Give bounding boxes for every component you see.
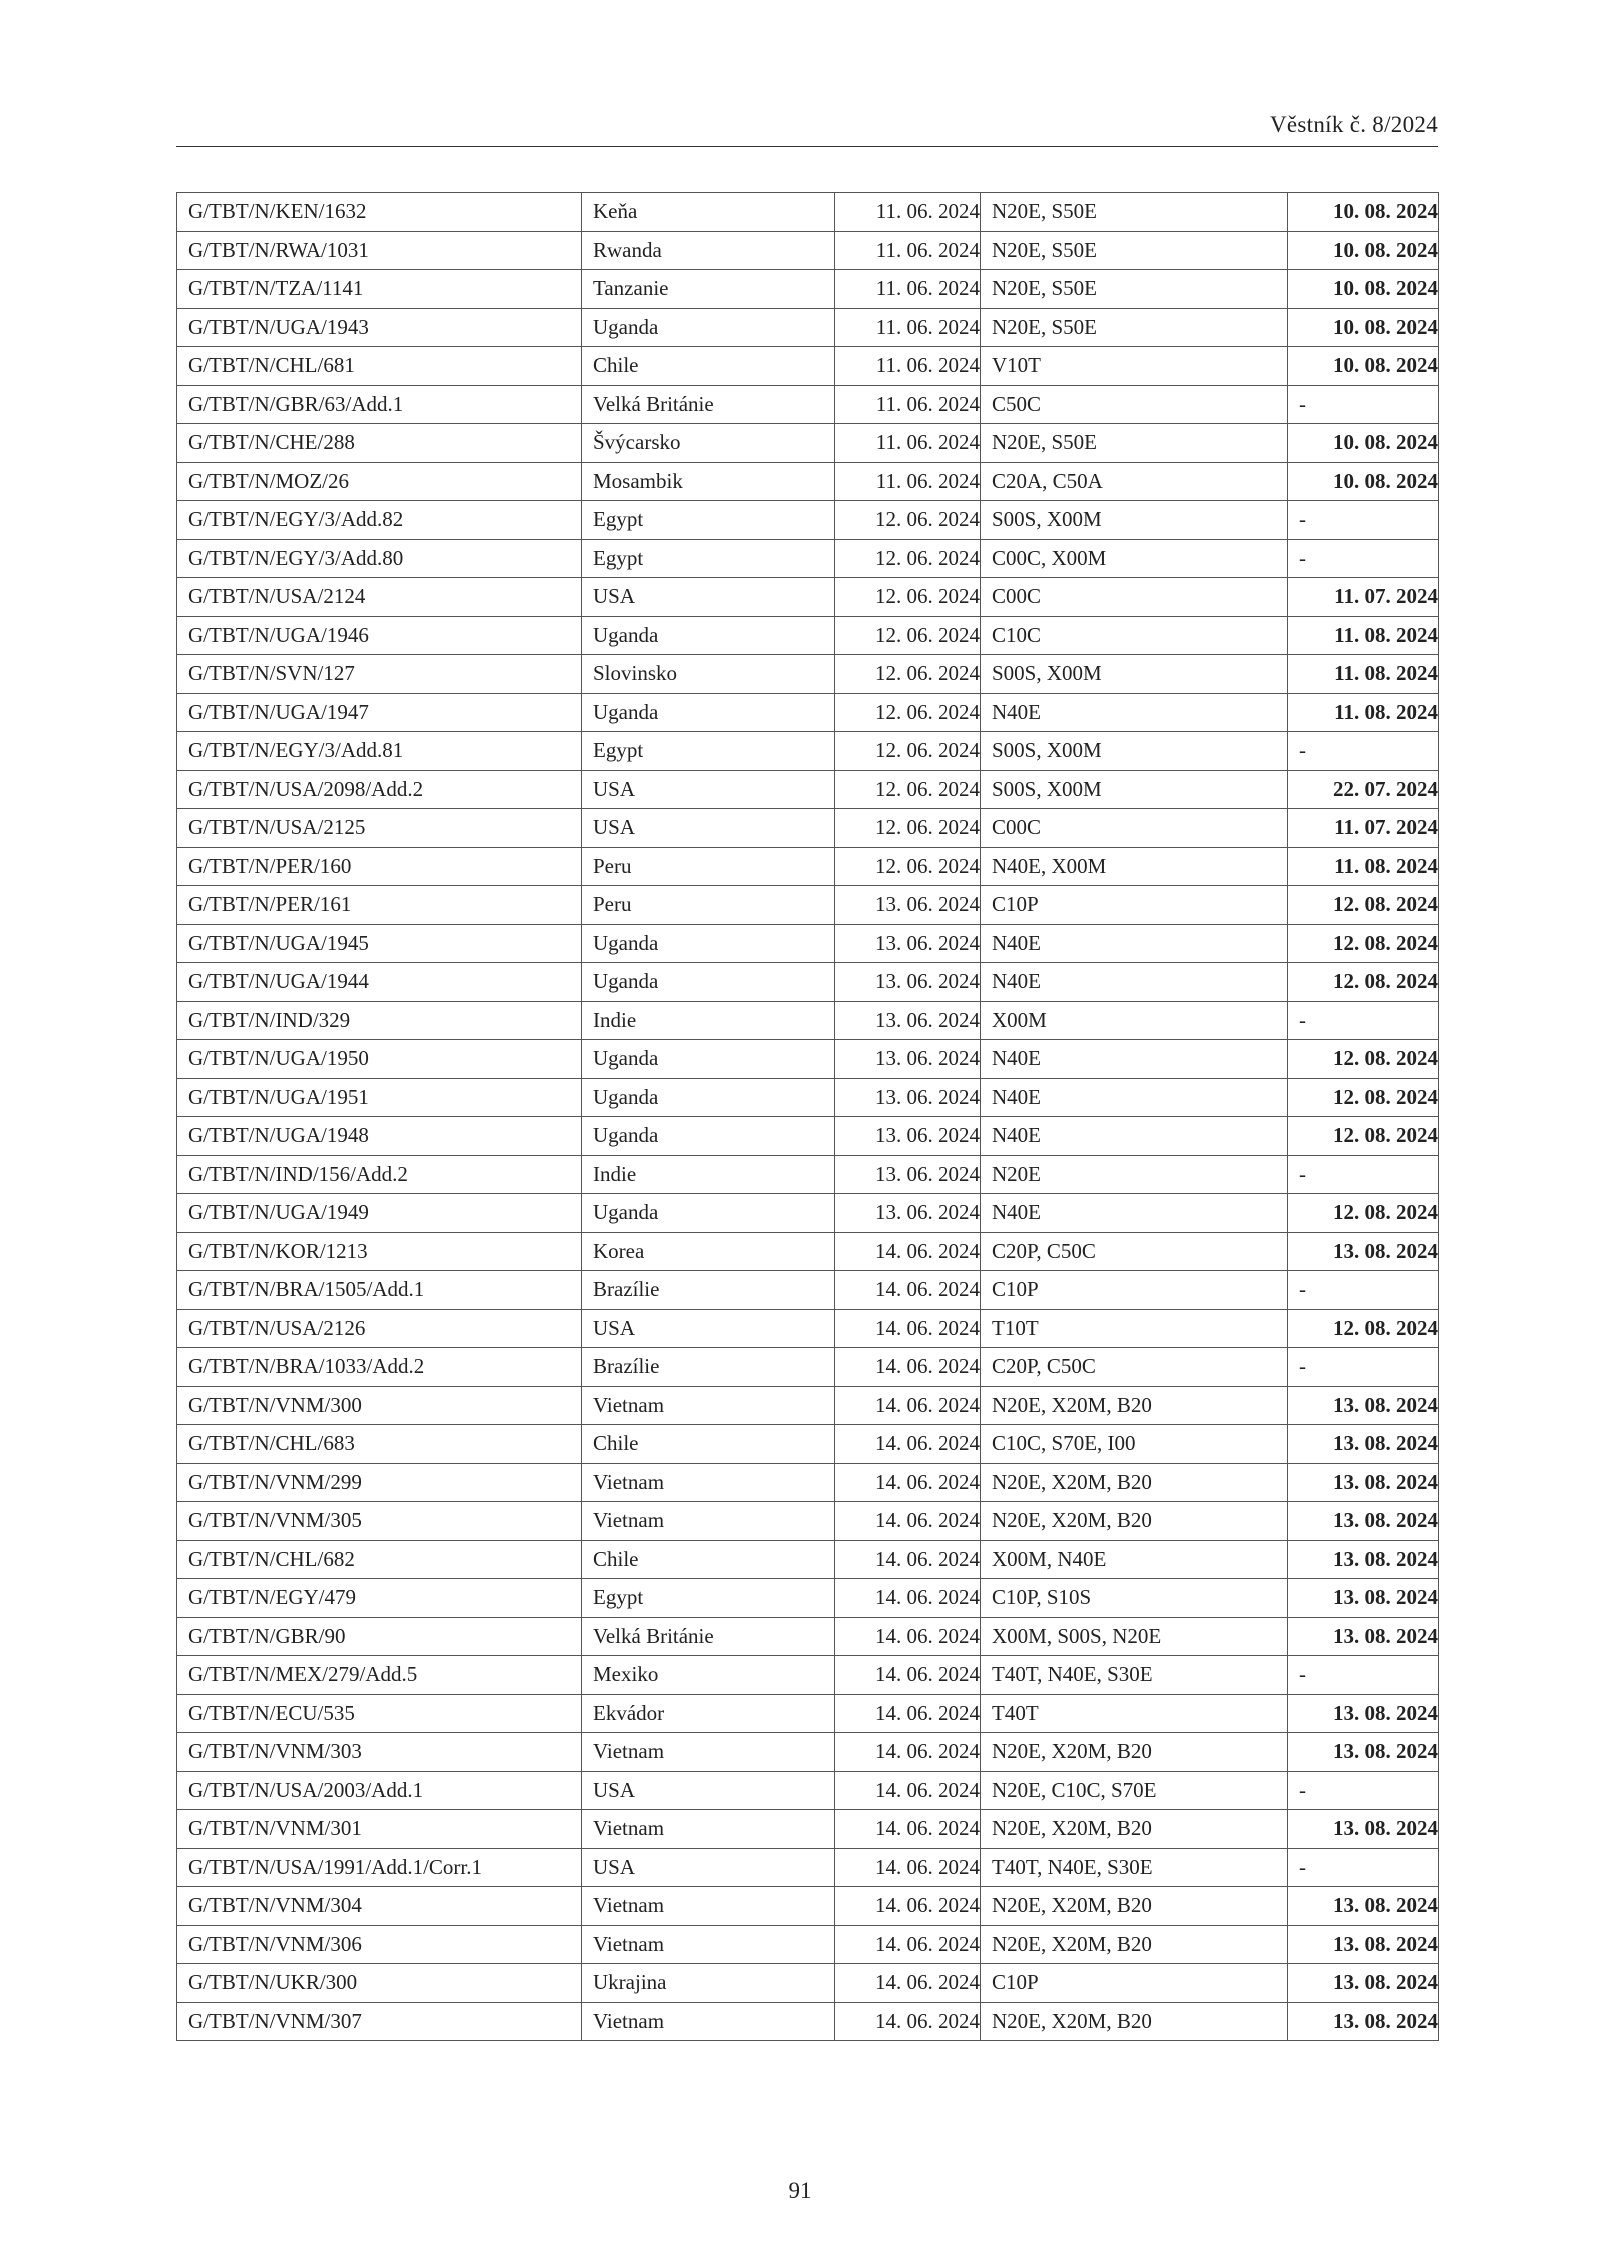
comment-deadline-cell: 12. 08. 2024 — [1288, 1309, 1439, 1348]
ics-codes-cell: C10P — [981, 1964, 1288, 2003]
comment-deadline-cell: 10. 08. 2024 — [1288, 308, 1439, 347]
notification-date-cell: 11. 06. 2024 — [835, 424, 981, 463]
table-row — [177, 1617, 1439, 1656]
comment-deadline-cell: 10. 08. 2024 — [1288, 231, 1439, 270]
ics-codes-cell: C10P — [981, 1271, 1288, 1310]
member-country-cell: Ekvádor — [582, 1694, 835, 1733]
notification-date-cell: 12. 06. 2024 — [835, 578, 981, 617]
ics-codes-cell: C20P, C50C — [981, 1232, 1288, 1271]
notification-date-cell: 12. 06. 2024 — [835, 501, 981, 540]
table-row — [177, 1386, 1439, 1425]
notification-code-cell: G/TBT/N/UGA/1943 — [177, 308, 582, 347]
ics-codes-cell: N20E, X20M, B20 — [981, 1733, 1288, 1772]
ics-codes-cell: N20E, X20M, B20 — [981, 1810, 1288, 1849]
table-row — [177, 231, 1439, 270]
table-row — [177, 539, 1439, 578]
ics-codes-cell: N20E, X20M, B20 — [981, 1463, 1288, 1502]
table-row — [177, 308, 1439, 347]
table-row — [177, 1733, 1439, 1772]
table-row — [177, 1540, 1439, 1579]
ics-codes-cell: N20E — [981, 1155, 1288, 1194]
notification-date-cell: 11. 06. 2024 — [835, 385, 981, 424]
notification-code-cell: G/TBT/N/UGA/1949 — [177, 1194, 582, 1233]
notification-date-cell: 14. 06. 2024 — [835, 1502, 981, 1541]
member-country-cell: Korea — [582, 1232, 835, 1271]
comment-deadline-cell: - — [1288, 1155, 1439, 1194]
comment-deadline-cell: - — [1288, 1848, 1439, 1887]
notification-date-cell: 11. 06. 2024 — [835, 193, 981, 232]
comment-deadline-cell: 22. 07. 2024 — [1288, 770, 1439, 809]
ics-codes-cell: N20E, X20M, B20 — [981, 1925, 1288, 1964]
ics-codes-cell: N40E — [981, 1040, 1288, 1079]
notification-code-cell: G/TBT/N/USA/2003/Add.1 — [177, 1771, 582, 1810]
notification-code-cell: G/TBT/N/USA/2124 — [177, 578, 582, 617]
notification-code-cell: G/TBT/N/VNM/304 — [177, 1887, 582, 1926]
ics-codes-cell: N20E, S50E — [981, 424, 1288, 463]
notification-code-cell: G/TBT/N/VNM/301 — [177, 1810, 582, 1849]
notification-date-cell: 12. 06. 2024 — [835, 616, 981, 655]
page-number: 91 — [788, 2178, 812, 2203]
notification-date-cell: 13. 06. 2024 — [835, 1001, 981, 1040]
member-country-cell: Uganda — [582, 693, 835, 732]
notification-code-cell: G/TBT/N/UGA/1945 — [177, 924, 582, 963]
table-row — [177, 385, 1439, 424]
member-country-cell: Egypt — [582, 732, 835, 771]
table-row — [177, 655, 1439, 694]
table-row — [177, 1771, 1439, 1810]
table-row — [177, 693, 1439, 732]
notification-code-cell: G/TBT/N/KEN/1632 — [177, 193, 582, 232]
member-country-cell: Peru — [582, 886, 835, 925]
notification-date-cell: 13. 06. 2024 — [835, 924, 981, 963]
notification-code-cell: G/TBT/N/EGY/479 — [177, 1579, 582, 1618]
member-country-cell: USA — [582, 1309, 835, 1348]
notification-code-cell: G/TBT/N/VNM/299 — [177, 1463, 582, 1502]
comment-deadline-cell: 10. 08. 2024 — [1288, 347, 1439, 386]
ics-codes-cell: N20E, S50E — [981, 193, 1288, 232]
comment-deadline-cell: - — [1288, 1656, 1439, 1695]
notification-date-cell: 14. 06. 2024 — [835, 1386, 981, 1425]
ics-codes-cell: C10P, S10S — [981, 1579, 1288, 1618]
notification-date-cell: 12. 06. 2024 — [835, 770, 981, 809]
table-row — [177, 732, 1439, 771]
comment-deadline-cell: - — [1288, 1771, 1439, 1810]
notification-code-cell: G/TBT/N/CHL/683 — [177, 1425, 582, 1464]
member-country-cell: Mexiko — [582, 1656, 835, 1695]
comment-deadline-cell: 12. 08. 2024 — [1288, 886, 1439, 925]
notification-code-cell: G/TBT/N/GBR/63/Add.1 — [177, 385, 582, 424]
ics-codes-cell: N40E — [981, 1117, 1288, 1156]
notification-date-cell: 12. 06. 2024 — [835, 809, 981, 848]
comment-deadline-cell: - — [1288, 1271, 1439, 1310]
notifications-table — [176, 192, 1439, 2041]
member-country-cell: Egypt — [582, 539, 835, 578]
notification-date-cell: 14. 06. 2024 — [835, 1964, 981, 2003]
notification-date-cell: 14. 06. 2024 — [835, 1540, 981, 1579]
ics-codes-cell: N20E, S50E — [981, 231, 1288, 270]
notification-code-cell: G/TBT/N/CHL/681 — [177, 347, 582, 386]
comment-deadline-cell: 13. 08. 2024 — [1288, 1579, 1439, 1618]
comment-deadline-cell: 11. 08. 2024 — [1288, 616, 1439, 655]
notification-date-cell: 14. 06. 2024 — [835, 1887, 981, 1926]
table-row — [177, 1078, 1439, 1117]
notification-code-cell: G/TBT/N/CHE/288 — [177, 424, 582, 463]
table-row — [177, 1194, 1439, 1233]
notification-date-cell: 14. 06. 2024 — [835, 1694, 981, 1733]
table-row — [177, 1656, 1439, 1695]
table-row — [177, 1425, 1439, 1464]
notification-code-cell: G/TBT/N/VNM/300 — [177, 1386, 582, 1425]
member-country-cell: Egypt — [582, 501, 835, 540]
ics-codes-cell: N40E — [981, 924, 1288, 963]
table-row — [177, 1271, 1439, 1310]
notification-code-cell: G/TBT/N/UGA/1944 — [177, 963, 582, 1002]
notification-code-cell: G/TBT/N/IND/329 — [177, 1001, 582, 1040]
comment-deadline-cell: 10. 08. 2024 — [1288, 193, 1439, 232]
member-country-cell: Uganda — [582, 963, 835, 1002]
notification-date-cell: 14. 06. 2024 — [835, 2002, 981, 2041]
comment-deadline-cell: 13. 08. 2024 — [1288, 1694, 1439, 1733]
member-country-cell: Uganda — [582, 1194, 835, 1233]
notification-code-cell: G/TBT/N/USA/2125 — [177, 809, 582, 848]
member-country-cell: Indie — [582, 1155, 835, 1194]
notification-code-cell: G/TBT/N/BRA/1033/Add.2 — [177, 1348, 582, 1387]
comment-deadline-cell: 13. 08. 2024 — [1288, 1502, 1439, 1541]
comment-deadline-cell: 11. 08. 2024 — [1288, 847, 1439, 886]
member-country-cell: Velká Británie — [582, 1617, 835, 1656]
member-country-cell: Vietnam — [582, 1810, 835, 1849]
comment-deadline-cell: 12. 08. 2024 — [1288, 1117, 1439, 1156]
notification-code-cell: G/TBT/N/VNM/303 — [177, 1733, 582, 1772]
comment-deadline-cell: - — [1288, 1348, 1439, 1387]
member-country-cell: Vietnam — [582, 1502, 835, 1541]
comment-deadline-cell: 12. 08. 2024 — [1288, 924, 1439, 963]
ics-codes-cell: T40T — [981, 1694, 1288, 1733]
ics-codes-cell: N20E, C10C, S70E — [981, 1771, 1288, 1810]
notification-date-cell: 11. 06. 2024 — [835, 231, 981, 270]
table-row — [177, 963, 1439, 1002]
comment-deadline-cell: 10. 08. 2024 — [1288, 424, 1439, 463]
comment-deadline-cell: 12. 08. 2024 — [1288, 1194, 1439, 1233]
notification-date-cell: 13. 06. 2024 — [835, 1078, 981, 1117]
member-country-cell: Mosambik — [582, 462, 835, 501]
table-row — [177, 886, 1439, 925]
notification-code-cell: G/TBT/N/MEX/279/Add.5 — [177, 1656, 582, 1695]
table-row — [177, 193, 1439, 232]
ics-codes-cell: X00M, S00S, N20E — [981, 1617, 1288, 1656]
table-row — [177, 1502, 1439, 1541]
member-country-cell: Uganda — [582, 1040, 835, 1079]
notification-code-cell: G/TBT/N/SVN/127 — [177, 655, 582, 694]
member-country-cell: Švýcarsko — [582, 424, 835, 463]
ics-codes-cell: N20E, X20M, B20 — [981, 1386, 1288, 1425]
ics-codes-cell: C10C — [981, 616, 1288, 655]
comment-deadline-cell: 13. 08. 2024 — [1288, 1810, 1439, 1849]
notification-code-cell: G/TBT/N/TZA/1141 — [177, 270, 582, 309]
member-country-cell: Chile — [582, 1425, 835, 1464]
ics-codes-cell: N40E — [981, 1194, 1288, 1233]
comment-deadline-cell: - — [1288, 1001, 1439, 1040]
table-row — [177, 847, 1439, 886]
notification-date-cell: 14. 06. 2024 — [835, 1810, 981, 1849]
notification-code-cell: G/TBT/N/IND/156/Add.2 — [177, 1155, 582, 1194]
member-country-cell: Tanzanie — [582, 270, 835, 309]
notification-code-cell: G/TBT/N/VNM/307 — [177, 2002, 582, 2041]
notification-date-cell: 11. 06. 2024 — [835, 347, 981, 386]
ics-codes-cell: N40E — [981, 693, 1288, 732]
table-row — [177, 1925, 1439, 1964]
member-country-cell: Rwanda — [582, 231, 835, 270]
table-row — [177, 1348, 1439, 1387]
notification-date-cell: 12. 06. 2024 — [835, 655, 981, 694]
member-country-cell: USA — [582, 770, 835, 809]
comment-deadline-cell: 11. 08. 2024 — [1288, 693, 1439, 732]
notification-date-cell: 14. 06. 2024 — [835, 1348, 981, 1387]
comment-deadline-cell: 13. 08. 2024 — [1288, 1425, 1439, 1464]
ics-codes-cell: C20P, C50C — [981, 1348, 1288, 1387]
notification-code-cell: G/TBT/N/ECU/535 — [177, 1694, 582, 1733]
table-row — [177, 1579, 1439, 1618]
member-country-cell: Ukrajina — [582, 1964, 835, 2003]
notification-date-cell: 13. 06. 2024 — [835, 886, 981, 925]
notification-date-cell: 13. 06. 2024 — [835, 963, 981, 1002]
table-row — [177, 347, 1439, 386]
table-row — [177, 1117, 1439, 1156]
member-country-cell: Indie — [582, 1001, 835, 1040]
ics-codes-cell: N20E, S50E — [981, 270, 1288, 309]
comment-deadline-cell: 13. 08. 2024 — [1288, 1463, 1439, 1502]
member-country-cell: Vietnam — [582, 1925, 835, 1964]
ics-codes-cell: T40T, N40E, S30E — [981, 1656, 1288, 1695]
notification-code-cell: G/TBT/N/EGY/3/Add.81 — [177, 732, 582, 771]
comment-deadline-cell: - — [1288, 385, 1439, 424]
comment-deadline-cell: 12. 08. 2024 — [1288, 1040, 1439, 1079]
member-country-cell: Chile — [582, 1540, 835, 1579]
ics-codes-cell: X00M, N40E — [981, 1540, 1288, 1579]
journal-issue-title: Věstník č. 8/2024 — [1270, 112, 1438, 137]
table-row — [177, 924, 1439, 963]
ics-codes-cell: S00S, X00M — [981, 655, 1288, 694]
notification-date-cell: 13. 06. 2024 — [835, 1155, 981, 1194]
member-country-cell: Uganda — [582, 1078, 835, 1117]
member-country-cell: USA — [582, 578, 835, 617]
ics-codes-cell: C10C, S70E, I00 — [981, 1425, 1288, 1464]
notification-code-cell: G/TBT/N/UGA/1951 — [177, 1078, 582, 1117]
notification-date-cell: 13. 06. 2024 — [835, 1194, 981, 1233]
comment-deadline-cell: 13. 08. 2024 — [1288, 1540, 1439, 1579]
notification-code-cell: G/TBT/N/UGA/1948 — [177, 1117, 582, 1156]
comment-deadline-cell: - — [1288, 539, 1439, 578]
ics-codes-cell: C00C — [981, 578, 1288, 617]
ics-codes-cell: N20E, X20M, B20 — [981, 1502, 1288, 1541]
ics-codes-cell: C50C — [981, 385, 1288, 424]
notification-code-cell: G/TBT/N/VNM/305 — [177, 1502, 582, 1541]
table-row — [177, 1887, 1439, 1926]
comment-deadline-cell: 13. 08. 2024 — [1288, 1925, 1439, 1964]
ics-codes-cell: V10T — [981, 347, 1288, 386]
member-country-cell: Vietnam — [582, 1463, 835, 1502]
member-country-cell: Slovinsko — [582, 655, 835, 694]
table-row — [177, 462, 1439, 501]
ics-codes-cell: N40E, X00M — [981, 847, 1288, 886]
member-country-cell: Vietnam — [582, 1386, 835, 1425]
table-row — [177, 1001, 1439, 1040]
table-row — [177, 1232, 1439, 1271]
member-country-cell: Uganda — [582, 1117, 835, 1156]
notification-code-cell: G/TBT/N/UGA/1950 — [177, 1040, 582, 1079]
member-country-cell: Vietnam — [582, 1887, 835, 1926]
notification-date-cell: 11. 06. 2024 — [835, 270, 981, 309]
ics-codes-cell: X00M — [981, 1001, 1288, 1040]
notification-code-cell: G/TBT/N/GBR/90 — [177, 1617, 582, 1656]
comment-deadline-cell: 13. 08. 2024 — [1288, 2002, 1439, 2041]
notification-code-cell: G/TBT/N/USA/2098/Add.2 — [177, 770, 582, 809]
ics-codes-cell: T10T — [981, 1309, 1288, 1348]
ics-codes-cell: N40E — [981, 963, 1288, 1002]
table-row — [177, 1694, 1439, 1733]
table-row — [177, 1810, 1439, 1849]
ics-codes-cell: N20E, X20M, B20 — [981, 1887, 1288, 1926]
ics-codes-cell: S00S, X00M — [981, 770, 1288, 809]
notification-date-cell: 14. 06. 2024 — [835, 1656, 981, 1695]
ics-codes-cell: C00C — [981, 809, 1288, 848]
notification-code-cell: G/TBT/N/CHL/682 — [177, 1540, 582, 1579]
table-row — [177, 1964, 1439, 2003]
table-row — [177, 1155, 1439, 1194]
table-row — [177, 1463, 1439, 1502]
notification-date-cell: 13. 06. 2024 — [835, 1040, 981, 1079]
notification-code-cell: G/TBT/N/UKR/300 — [177, 1964, 582, 2003]
notification-code-cell: G/TBT/N/EGY/3/Add.80 — [177, 539, 582, 578]
notification-date-cell: 14. 06. 2024 — [835, 1463, 981, 1502]
notification-code-cell: G/TBT/N/UGA/1946 — [177, 616, 582, 655]
notification-date-cell: 14. 06. 2024 — [835, 1579, 981, 1618]
table-row — [177, 1309, 1439, 1348]
comment-deadline-cell: 13. 08. 2024 — [1288, 1617, 1439, 1656]
comment-deadline-cell: 11. 08. 2024 — [1288, 655, 1439, 694]
notification-code-cell: G/TBT/N/PER/161 — [177, 886, 582, 925]
comment-deadline-cell: 12. 08. 2024 — [1288, 1078, 1439, 1117]
table-row — [177, 424, 1439, 463]
table-row — [177, 616, 1439, 655]
notification-date-cell: 14. 06. 2024 — [835, 1617, 981, 1656]
table-row — [177, 270, 1439, 309]
notification-date-cell: 14. 06. 2024 — [835, 1425, 981, 1464]
table-row — [177, 578, 1439, 617]
notification-date-cell: 12. 06. 2024 — [835, 693, 981, 732]
comment-deadline-cell: 13. 08. 2024 — [1288, 1887, 1439, 1926]
notification-date-cell: 14. 06. 2024 — [835, 1771, 981, 1810]
member-country-cell: Chile — [582, 347, 835, 386]
notification-code-cell: G/TBT/N/PER/160 — [177, 847, 582, 886]
ics-codes-cell: C10P — [981, 886, 1288, 925]
comment-deadline-cell: 13. 08. 2024 — [1288, 1386, 1439, 1425]
member-country-cell: USA — [582, 809, 835, 848]
notification-date-cell: 11. 06. 2024 — [835, 462, 981, 501]
notification-code-cell: G/TBT/N/USA/1991/Add.1/Corr.1 — [177, 1848, 582, 1887]
member-country-cell: USA — [582, 1848, 835, 1887]
member-country-cell: Velká Británie — [582, 385, 835, 424]
comment-deadline-cell: 13. 08. 2024 — [1288, 1232, 1439, 1271]
ics-codes-cell: S00S, X00M — [981, 732, 1288, 771]
notification-code-cell: G/TBT/N/MOZ/26 — [177, 462, 582, 501]
comment-deadline-cell: 12. 08. 2024 — [1288, 963, 1439, 1002]
page-header — [176, 112, 1438, 147]
notification-date-cell: 14. 06. 2024 — [835, 1925, 981, 1964]
comment-deadline-cell: 11. 07. 2024 — [1288, 578, 1439, 617]
member-country-cell: Uganda — [582, 308, 835, 347]
table-row — [177, 809, 1439, 848]
notification-code-cell: G/TBT/N/KOR/1213 — [177, 1232, 582, 1271]
comment-deadline-cell: 10. 08. 2024 — [1288, 270, 1439, 309]
ics-codes-cell: N40E — [981, 1078, 1288, 1117]
notification-code-cell: G/TBT/N/BRA/1505/Add.1 — [177, 1271, 582, 1310]
member-country-cell: Keňa — [582, 193, 835, 232]
notification-date-cell: 14. 06. 2024 — [835, 1848, 981, 1887]
comment-deadline-cell: 13. 08. 2024 — [1288, 1964, 1439, 2003]
notification-code-cell: G/TBT/N/USA/2126 — [177, 1309, 582, 1348]
member-country-cell: Brazílie — [582, 1271, 835, 1310]
ics-codes-cell: T40T, N40E, S30E — [981, 1848, 1288, 1887]
member-country-cell: USA — [582, 1771, 835, 1810]
member-country-cell: Peru — [582, 847, 835, 886]
notification-date-cell: 14. 06. 2024 — [835, 1271, 981, 1310]
notification-date-cell: 12. 06. 2024 — [835, 539, 981, 578]
ics-codes-cell: N20E, X20M, B20 — [981, 2002, 1288, 2041]
comment-deadline-cell: 13. 08. 2024 — [1288, 1733, 1439, 1772]
table-row — [177, 1040, 1439, 1079]
table-row — [177, 1848, 1439, 1887]
notification-code-cell: G/TBT/N/UGA/1947 — [177, 693, 582, 732]
table-row — [177, 501, 1439, 540]
table-row — [177, 2002, 1439, 2041]
notification-date-cell: 14. 06. 2024 — [835, 1309, 981, 1348]
ics-codes-cell: C00C, X00M — [981, 539, 1288, 578]
notification-date-cell: 12. 06. 2024 — [835, 732, 981, 771]
comment-deadline-cell: 11. 07. 2024 — [1288, 809, 1439, 848]
table-row — [177, 770, 1439, 809]
notification-date-cell: 14. 06. 2024 — [835, 1733, 981, 1772]
ics-codes-cell: S00S, X00M — [981, 501, 1288, 540]
comment-deadline-cell: - — [1288, 732, 1439, 771]
notification-date-cell: 14. 06. 2024 — [835, 1232, 981, 1271]
ics-codes-cell: C20A, C50A — [981, 462, 1288, 501]
notification-code-cell: G/TBT/N/VNM/306 — [177, 1925, 582, 1964]
notification-code-cell: G/TBT/N/EGY/3/Add.82 — [177, 501, 582, 540]
member-country-cell: Uganda — [582, 616, 835, 655]
ics-codes-cell: N20E, S50E — [981, 308, 1288, 347]
notification-date-cell: 12. 06. 2024 — [835, 847, 981, 886]
notification-date-cell: 13. 06. 2024 — [835, 1117, 981, 1156]
comment-deadline-cell: 10. 08. 2024 — [1288, 462, 1439, 501]
member-country-cell: Egypt — [582, 1579, 835, 1618]
notification-date-cell: 11. 06. 2024 — [835, 308, 981, 347]
notification-code-cell: G/TBT/N/RWA/1031 — [177, 231, 582, 270]
member-country-cell: Vietnam — [582, 2002, 835, 2041]
member-country-cell: Uganda — [582, 924, 835, 963]
member-country-cell: Brazílie — [582, 1348, 835, 1387]
comment-deadline-cell: - — [1288, 501, 1439, 540]
member-country-cell: Vietnam — [582, 1733, 835, 1772]
